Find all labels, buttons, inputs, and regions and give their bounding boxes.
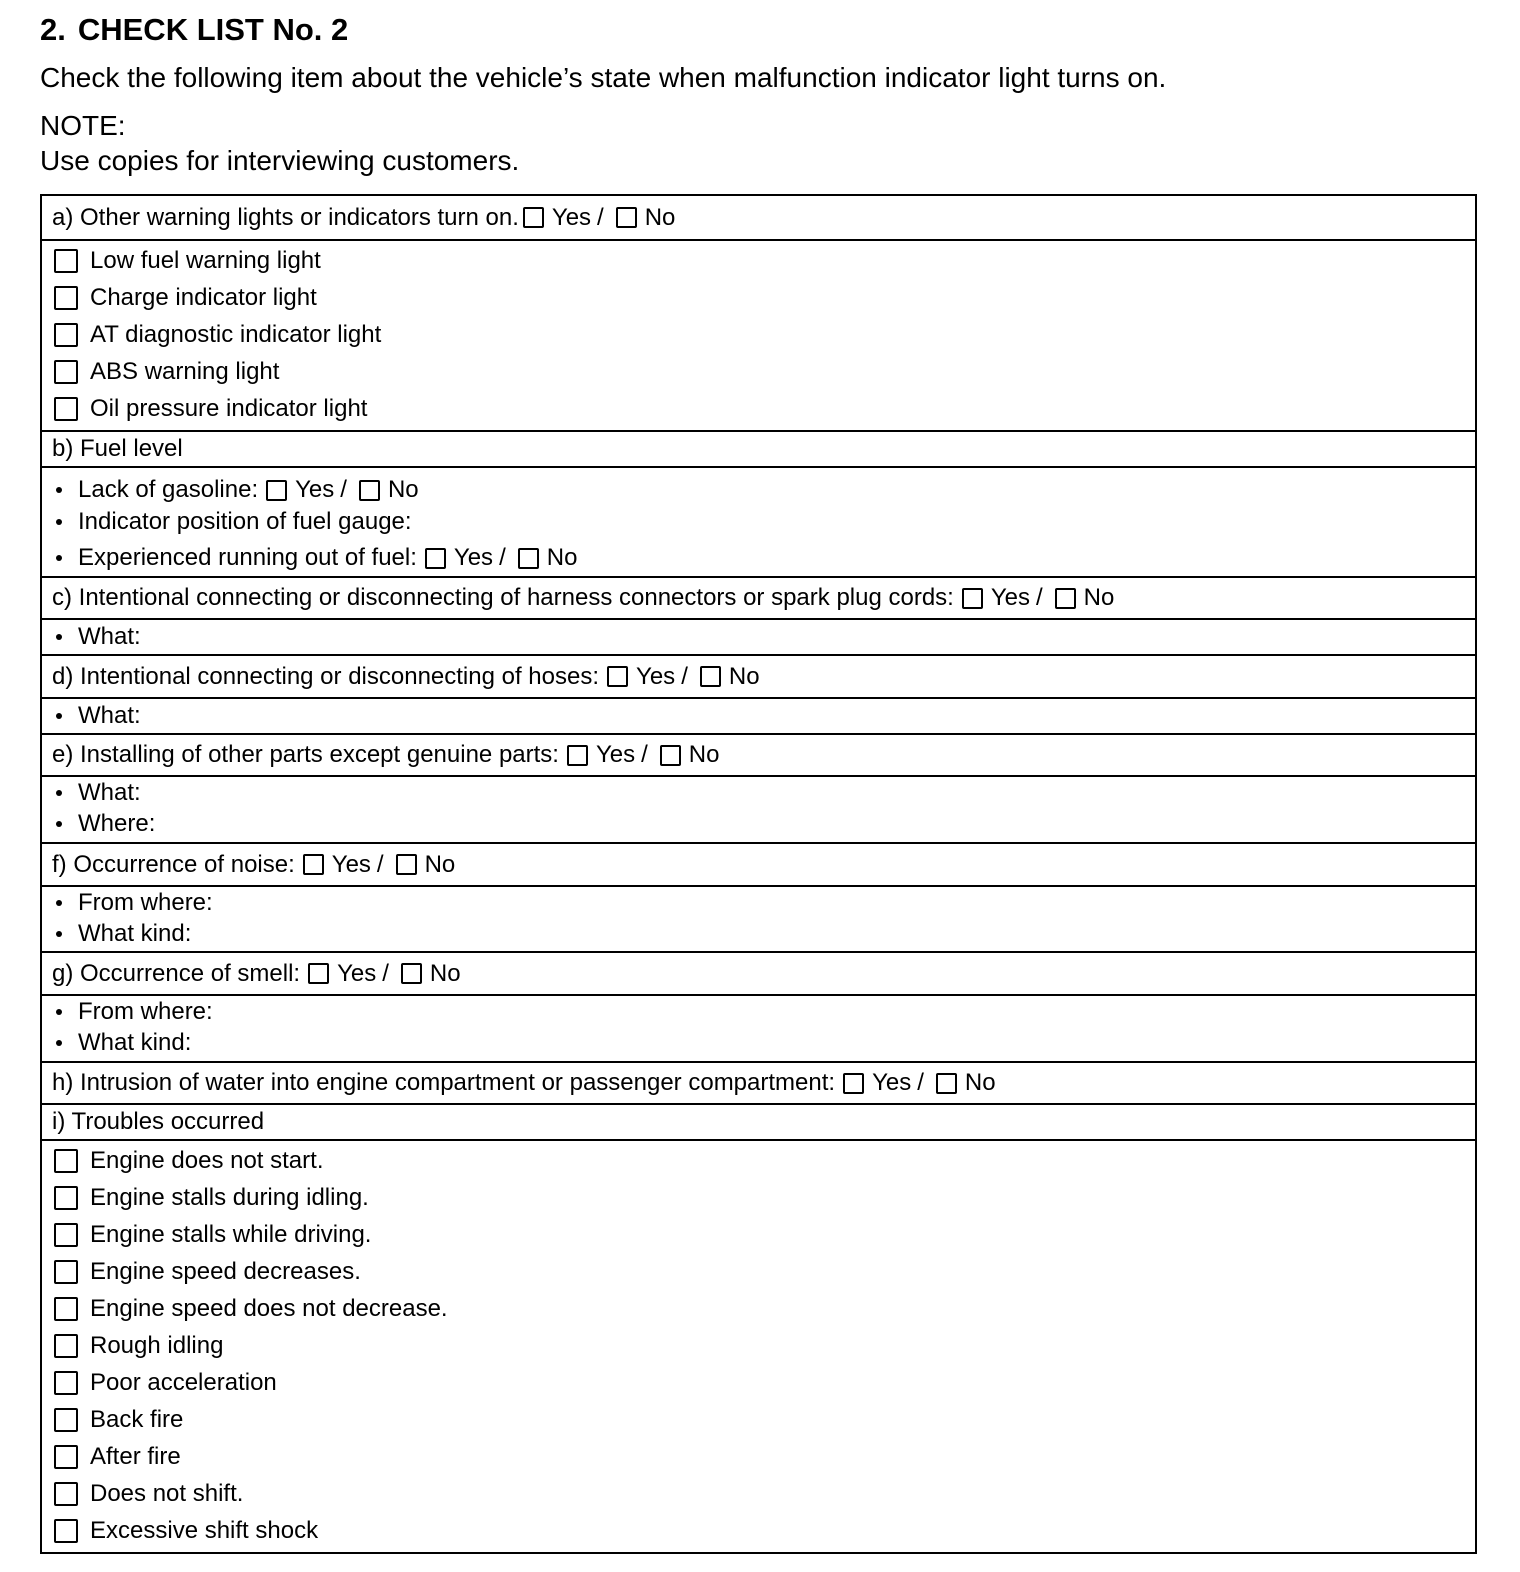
section-e-yes-checkbox[interactable]	[567, 745, 588, 766]
bullet-icon	[56, 821, 62, 827]
section-i-header	[42, 1103, 1475, 1139]
section-g-details	[42, 994, 1475, 1061]
item-label: Engine stalls during idling.	[90, 1184, 369, 1211]
checkbox[interactable]	[54, 1297, 78, 1321]
fuel-gauge-label: Indicator position of fuel gauge:	[78, 508, 412, 535]
section-b-title: b) Fuel level	[52, 435, 183, 462]
item-label: AT diagnostic indicator light	[90, 321, 382, 348]
item-label: Rough idling	[90, 1332, 224, 1359]
item-label: Charge indicator light	[90, 284, 317, 311]
item-label: Engine stalls while driving.	[90, 1221, 372, 1248]
intro-text: Check the following item about the vehicle’s state when malfunction indicator light turns on.	[40, 62, 1167, 93]
no-label: No	[429, 959, 461, 987]
section-h-title: h) Intrusion of water into engine compartment or passenger compartment:	[52, 1069, 836, 1096]
checkbox[interactable]	[54, 1186, 78, 1210]
section-a-items	[42, 239, 1475, 430]
page-heading	[40, 12, 348, 48]
no-label: No	[644, 203, 676, 231]
item-label: Low fuel warning light	[90, 247, 321, 274]
no-label: No	[688, 741, 720, 768]
section-d-no-checkbox[interactable]	[700, 666, 721, 687]
item-label: ABS warning light	[90, 358, 280, 385]
list-item[interactable]	[52, 1184, 369, 1212]
yes-label: Yes	[595, 741, 636, 768]
list-item[interactable]	[52, 1480, 243, 1508]
section-d-yes-checkbox[interactable]	[607, 666, 628, 687]
item-label: Poor acceleration	[90, 1369, 277, 1396]
section-f-title: f) Occurrence of noise:	[52, 850, 295, 878]
list-item[interactable]	[52, 1332, 223, 1360]
what-label: What:	[78, 623, 141, 650]
checkbox[interactable]	[54, 1334, 78, 1358]
list-item[interactable]	[52, 358, 279, 386]
what-label: What:	[78, 702, 141, 729]
item-label: Engine does not start.	[90, 1147, 324, 1174]
from-where-label: From where:	[78, 889, 213, 916]
yes-label: Yes	[453, 544, 494, 571]
section-e-details	[42, 775, 1475, 842]
section-f-header: f) Occurrence of noise: Yes / No	[42, 842, 1475, 885]
what-kind-label: What kind:	[78, 1029, 192, 1056]
section-d-what	[42, 697, 1475, 733]
list-item[interactable]	[52, 284, 317, 312]
no-label: No	[387, 476, 419, 503]
list-item	[52, 920, 191, 948]
section-f-no-checkbox[interactable]	[396, 854, 417, 875]
checklist-table	[40, 194, 1477, 1554]
bullet-icon	[56, 790, 62, 796]
item-label: Excessive shift shock	[90, 1517, 319, 1544]
what-kind-label: What kind:	[78, 920, 192, 947]
section-c-title: c) Intentional connecting or disconnecting of harness connectors or spark plug cords:	[52, 584, 954, 611]
section-f-details	[42, 885, 1475, 951]
section-i-items	[42, 1139, 1475, 1552]
yes-label: Yes	[551, 203, 592, 231]
note-text: Use copies for interviewing customers.	[40, 145, 520, 176]
yes-label: Yes	[872, 1069, 912, 1096]
ran-out-label: Experienced running out of fuel:	[78, 544, 417, 571]
section-e-header: e) Installing of other parts except genuine parts: Yes / No	[42, 733, 1475, 775]
list-item[interactable]	[52, 247, 321, 275]
lack-yes-checkbox[interactable]	[266, 480, 287, 501]
no-label: No	[546, 544, 578, 571]
yes-label: Yes	[990, 584, 1030, 611]
section-g-no-checkbox[interactable]	[401, 963, 422, 984]
bullet-icon	[56, 519, 62, 525]
section-e-title: e) Installing of other parts except genuine parts:	[52, 741, 559, 768]
checkbox[interactable]	[54, 1371, 78, 1395]
ran-out-yes-checkbox[interactable]	[425, 548, 446, 569]
checkbox[interactable]	[54, 249, 78, 273]
list-item[interactable]	[52, 1517, 318, 1545]
bullet-icon	[56, 713, 62, 719]
section-c-no-checkbox[interactable]	[1055, 588, 1076, 609]
section-d-header: d) Intentional connecting or disconnecting of hoses: Yes / No	[42, 654, 1475, 697]
yes-label: Yes	[636, 662, 676, 690]
section-g-header: g) Occurrence of smell: Yes / No	[42, 951, 1475, 994]
no-label: No	[1083, 584, 1115, 611]
bullet-icon	[56, 1009, 62, 1015]
list-item	[52, 998, 213, 1026]
bullet-icon	[56, 931, 62, 937]
section-h-no-checkbox[interactable]	[936, 1073, 957, 1094]
list-item[interactable]	[52, 1295, 448, 1323]
list-item[interactable]	[52, 1406, 183, 1434]
list-item	[52, 889, 213, 917]
checkbox[interactable]	[54, 1408, 78, 1432]
no-label: No	[424, 850, 456, 878]
section-a-header: a) Other warning lights or indicators turn on. Yes / No	[52, 203, 676, 231]
section-g-yes-checkbox[interactable]	[308, 963, 329, 984]
list-item[interactable]	[52, 1258, 361, 1286]
bullet-icon	[56, 1040, 62, 1046]
checkbox[interactable]	[54, 1149, 78, 1173]
no-label: No	[964, 1069, 996, 1096]
list-item[interactable]	[52, 1221, 371, 1249]
checkbox[interactable]	[54, 1445, 78, 1469]
checkbox[interactable]	[54, 286, 78, 310]
list-item[interactable]	[52, 321, 381, 349]
list-item: Experienced running out of fuel: Yes / No	[52, 544, 577, 572]
list-item	[52, 508, 412, 536]
bullet-icon	[56, 487, 62, 493]
checkbox[interactable]	[54, 1223, 78, 1247]
checkbox[interactable]	[54, 323, 78, 347]
ran-out-no-checkbox[interactable]	[518, 548, 539, 569]
section-d-title: d) Intentional connecting or disconnecting of hoses:	[52, 662, 600, 690]
list-item	[52, 1029, 191, 1057]
section-c-what	[42, 618, 1475, 654]
section-e-no-checkbox[interactable]	[660, 745, 681, 766]
section-a-no-checkbox[interactable]	[616, 207, 637, 228]
section-h-yes-checkbox[interactable]	[843, 1073, 864, 1094]
list-item[interactable]	[52, 1369, 277, 1397]
item-label: Back fire	[90, 1406, 184, 1433]
section-number: 2.	[40, 12, 66, 47]
section-i-title: i) Troubles occurred	[52, 1108, 265, 1135]
yes-label: Yes	[337, 959, 377, 987]
checkbox[interactable]	[54, 1482, 78, 1506]
list-item: Lack of gasoline: Yes / No	[52, 476, 419, 504]
what-label: What:	[78, 779, 141, 806]
item-label: Engine speed does not decrease.	[90, 1295, 448, 1322]
lack-of-gasoline-label: Lack of gasoline:	[78, 476, 259, 503]
no-label: No	[728, 662, 760, 690]
where-label: Where:	[78, 810, 156, 837]
list-item	[52, 810, 155, 838]
bullet-icon	[56, 555, 62, 561]
item-label: Oil pressure indicator light	[90, 395, 368, 422]
note-label: NOTE:	[40, 110, 126, 141]
section-c-yes-checkbox[interactable]	[962, 588, 983, 609]
item-label: Engine speed decreases.	[90, 1258, 361, 1285]
lack-no-checkbox[interactable]	[359, 480, 380, 501]
bullet-icon	[56, 634, 62, 640]
item-label: Does not shift.	[90, 1480, 244, 1507]
page-title: CHECK LIST No. 2	[77, 12, 349, 47]
yes-label: Yes	[331, 850, 371, 878]
section-h-header: h) Intrusion of water into engine compartment or passenger compartment: Yes / No	[42, 1061, 1475, 1103]
list-item	[52, 779, 141, 807]
section-c-header: c) Intentional connecting or disconnecting of harness connectors or spark plug cords: Yes / No	[42, 576, 1475, 618]
list-item[interactable]	[52, 395, 367, 423]
bullet-icon	[56, 900, 62, 906]
checkbox[interactable]	[54, 397, 78, 421]
section-a-yes-checkbox[interactable]	[523, 207, 544, 228]
section-g-title: g) Occurrence of smell:	[52, 959, 301, 987]
section-b-items	[42, 466, 1475, 576]
section-f-yes-checkbox[interactable]	[303, 854, 324, 875]
checkbox[interactable]	[54, 1260, 78, 1284]
from-where-label: From where:	[78, 998, 213, 1025]
list-item[interactable]	[52, 1443, 181, 1471]
checkbox[interactable]	[54, 1519, 78, 1543]
section-a-title: a) Other warning lights or indicators turn on.	[52, 203, 519, 231]
list-item[interactable]	[52, 1147, 323, 1175]
yes-label: Yes	[295, 476, 335, 503]
checkbox[interactable]	[54, 360, 78, 384]
item-label: After fire	[90, 1443, 181, 1470]
section-b-header	[42, 430, 1475, 466]
